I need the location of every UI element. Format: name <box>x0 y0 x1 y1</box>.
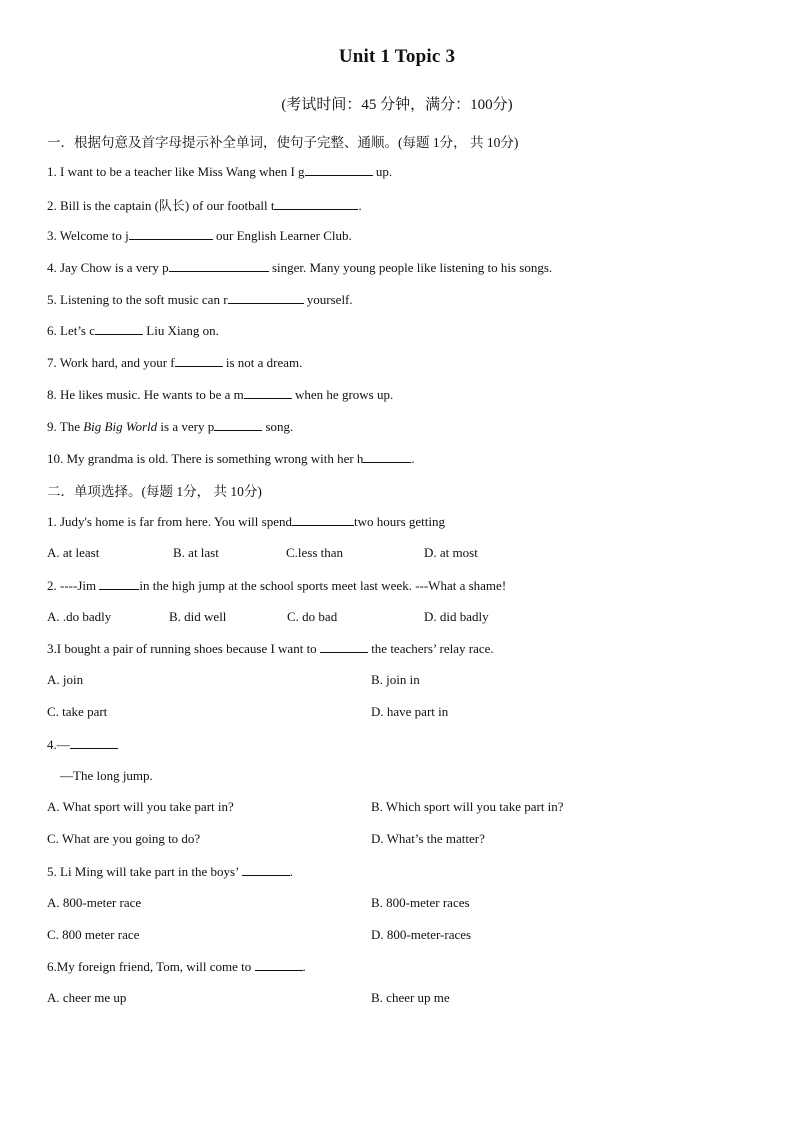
s2-q1-option-c: C.less than <box>286 545 344 560</box>
s2-q4: 4.— <box>47 736 118 753</box>
blank <box>363 450 411 463</box>
blank <box>169 259 269 272</box>
blank <box>228 291 304 304</box>
exam-info: (考试时间：45 分钟，满分：100分) <box>281 97 513 113</box>
s2-q2-option-d: D. did badly <box>424 609 489 624</box>
blank <box>255 958 303 971</box>
s1-item-7: 7. Work hard, and your f is not a dream. <box>47 355 303 370</box>
s1-item-3: 3. Welcome to j our English Learner Club. <box>47 228 352 243</box>
section2-heading: 二．单项选择。(每题 1分， 共 10分) <box>47 484 262 499</box>
blank <box>214 418 262 431</box>
s2-q1-option-d: D. at most <box>424 545 478 560</box>
blank <box>292 513 354 526</box>
s2-q2: 2. ----Jim in the high jump at the school sports meet last week. ---What a shame! <box>47 578 507 593</box>
blank <box>242 863 290 876</box>
s2-q5-option-a: A. 800-meter race <box>47 895 142 910</box>
s2-q2-option-a: A. .do badly <box>47 609 112 624</box>
s1-item-2: 2. Bill is the captain (队长) of our football t . <box>47 198 362 213</box>
s2-q5: 5. Li Ming will take part in the boys’ . <box>47 864 293 879</box>
s2-q5-option-b: B. 800-meter races <box>371 895 470 910</box>
s2-q1: 1. Judy's home is far from here. You will spend two hours getting <box>47 514 445 529</box>
s2-q5-option-c: C. 800 meter race <box>47 927 140 942</box>
s2-q4-option-a: A. What sport will you take part in? <box>47 799 234 814</box>
s2-q4-reply: —The long jump. <box>60 768 153 783</box>
s2-q5-option-d: D. 800-meter-races <box>371 927 472 942</box>
blank <box>99 577 139 590</box>
blank <box>305 163 373 176</box>
s2-q6-option-a: A. cheer me up <box>47 990 127 1005</box>
section1-heading: 一．根据句意及首字母提示补全单词，使句子完整、通顺。(每题 1分， 共 10分) <box>47 135 519 150</box>
page-title: Unit 1 Topic 3 <box>338 46 456 67</box>
blank <box>274 197 358 210</box>
s1-item-9: 9. The Big Big World is a very p song. <box>47 419 294 434</box>
blank <box>320 640 368 653</box>
s2-q4-option-c: C. What are you going to do? <box>47 831 201 846</box>
s2-q3: 3.I bought a pair of running shoes because I want to the teachers’ relay race. <box>47 641 494 656</box>
s2-q2-option-b: B. did well <box>169 609 227 624</box>
s2-q3-option-c: C. take part <box>47 704 108 719</box>
s1-item-4: 4. Jay Chow is a very p singer. Many young people like listening to his songs. <box>47 260 553 275</box>
s2-q3-option-d: D. have part in <box>371 704 449 719</box>
s1-item-10: 10. My grandma is old. There is something wrong with her h . <box>47 451 415 466</box>
s2-q3-option-b: B. join in <box>371 672 420 687</box>
s2-q1-option-b: B. at last <box>173 545 219 560</box>
blank <box>70 736 118 749</box>
s2-q3-option-a: A. join <box>47 672 84 687</box>
s2-q2-option-c: C. do bad <box>287 609 338 624</box>
blank <box>244 386 292 399</box>
s1-item-6: 6. Let’s c Liu Xiang on. <box>47 323 219 338</box>
s2-q1-option-a: A. at least <box>47 545 100 560</box>
s2-q4-option-b: B. Which sport will you take part in? <box>371 799 564 814</box>
s2-q6: 6.My foreign friend, Tom, will come to . <box>47 959 306 974</box>
s1-item-1: 1. I want to be a teacher like Miss Wang when I g up. <box>47 164 393 179</box>
s2-q6-option-b: B. cheer up me <box>371 990 450 1005</box>
blank <box>129 227 213 240</box>
blank <box>175 354 223 367</box>
blank <box>95 322 143 335</box>
s1-item-8: 8. He likes music. He wants to be a m when he grows up. <box>47 387 394 402</box>
s2-q4-option-d: D. What’s the matter? <box>371 831 485 846</box>
s1-item-5: 5. Listening to the soft music can r yourself. <box>47 292 353 307</box>
